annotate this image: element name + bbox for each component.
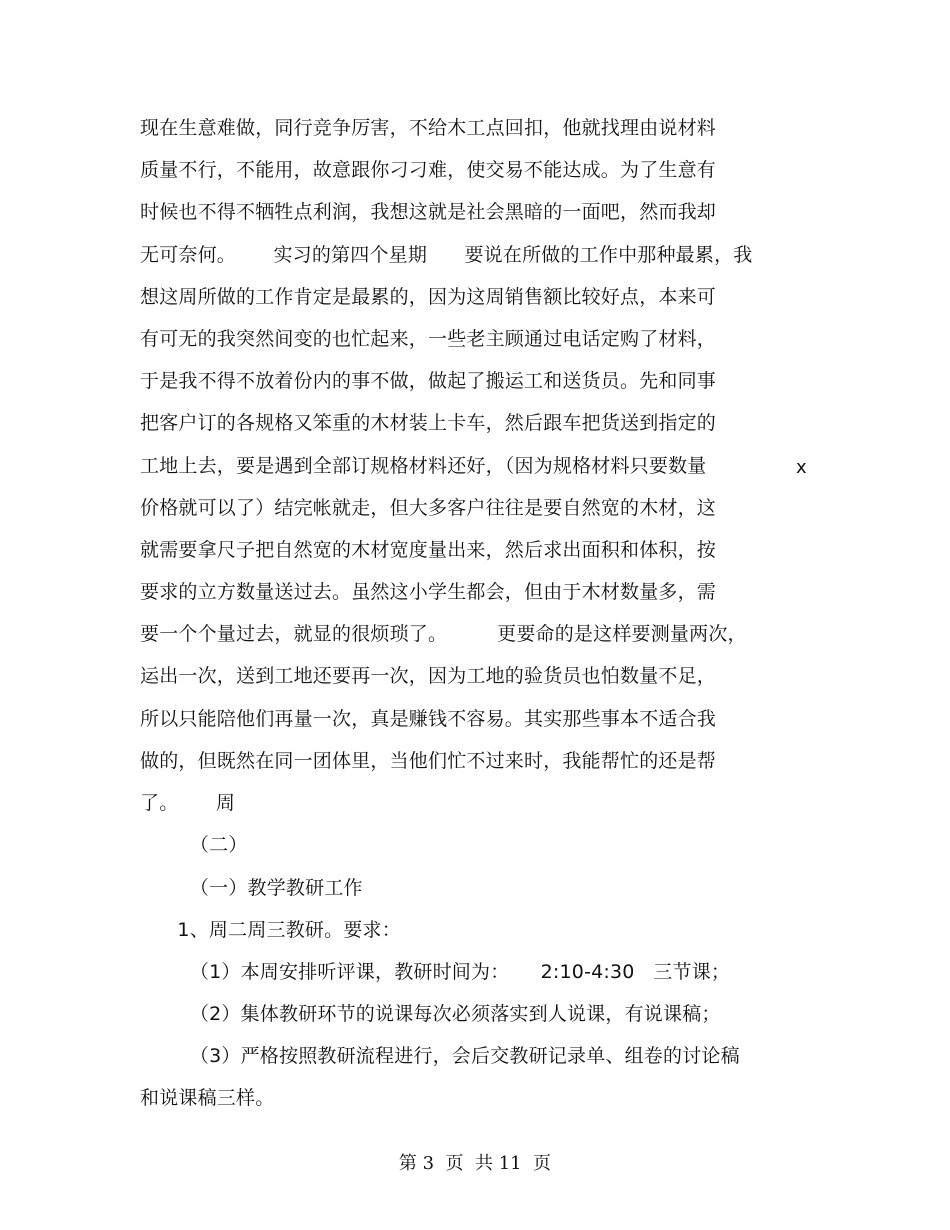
body-line: 有可无的我突然间变的也忙起来，一些老主顾通过电话定购了材料，	[140, 328, 717, 350]
body-line: 时候也不得不牺牲点利润，我想这就是社会黑暗的一面吧，然而我却	[140, 201, 717, 223]
body-line: 工地上去，要是遇到全部订规格材料还好，（因为规格材料只要数量	[140, 455, 707, 477]
body-line: 要一个个量过去，就显的很烦琐了。 更要命的是这样要测量两次，	[140, 623, 747, 645]
body-line: 现在生意难做，同行竞争厉害，不给木工点回扣，他就找理由说材料	[140, 117, 717, 139]
list-item: 1、周二周三教研。要求：	[140, 919, 401, 941]
body-line: 价格就可以了）结完帐就走，但大多客户往往是要自然宽的木材，这	[140, 497, 717, 519]
body-line: 运出一次，送到工地还要再一次，因为工地的验货员也怕数量不足，	[140, 665, 717, 687]
body-line: 要求的立方数量送过去。虽然这小学生都会，但由于木材数量多，需	[140, 581, 717, 603]
body-line: 想这周所做的工作肯定是最累的，因为这周销售额比较好点，本来可	[140, 286, 717, 308]
margin-mark: x	[796, 457, 807, 478]
body-line: 了。 周	[140, 792, 236, 814]
section-heading: （二）	[140, 834, 248, 856]
body-line: 就需要拿尺子把自然宽的木材宽度量出来，然后求出面积和体积，按	[140, 539, 717, 561]
body-line: 把客户订的各规格又笨重的木材装上卡车，然后跟车把货送到指定的	[140, 412, 717, 434]
body-line: 质量不行，不能用，故意跟你刁刁难，使交易不能达成。为了生意有	[140, 159, 717, 181]
list-item: （1）本周安排听评课，教研时间为： 2:10-4:30 三节课；	[140, 961, 731, 983]
body-line: 于是我不得不放着份内的事不做，做起了搬运工和送货员。先和同事	[140, 370, 717, 392]
list-item: （2）集体教研环节的说课每次必须落实到人说课，有说课稿；	[140, 1003, 721, 1025]
body-line: 做的，但既然在同一团体里，当他们忙不过来时，我能帮忙的还是帮	[140, 750, 717, 772]
body-line: 无可奈何。 实习的第四个星期 要说在所做的工作中那种最累，我	[140, 244, 753, 266]
body-line: 所以只能陪他们再量一次，真是赚钱不容易。其实那些事本不适合我	[140, 708, 717, 730]
body-line: 和说课稿三样。	[140, 1087, 275, 1109]
section-heading: （一）教学教研工作	[140, 877, 363, 899]
page-footer: 第 3 页 共 11 页	[398, 1153, 552, 1174]
list-item: （3）严格按照教研流程进行，会后交教研记录单、组卷的讨论稿	[140, 1045, 740, 1067]
